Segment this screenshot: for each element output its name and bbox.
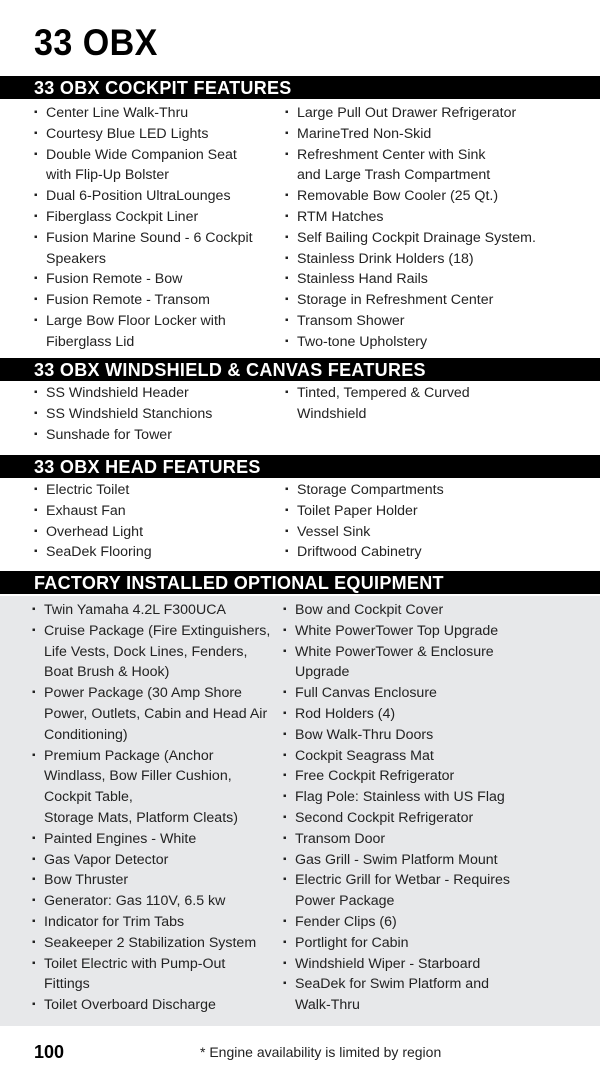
feature-item-line: with Flip-Up Bolster — [46, 167, 169, 184]
feature-item-line: Power Package — [295, 893, 395, 910]
feature-item-line: ▪ Stainless Hand Rails — [297, 271, 428, 288]
feature-item — [285, 145, 536, 187]
feature-item — [34, 124, 253, 145]
feature-item-line: ▪ Vessel Sink — [297, 523, 371, 540]
feature-item — [34, 186, 253, 207]
feature-item — [283, 850, 510, 871]
feature-item — [285, 186, 536, 207]
feature-item — [283, 746, 510, 767]
feature-item — [283, 829, 510, 850]
feature-item-line: ▪ Electric Grill for Wetbar - Requires — [295, 872, 510, 889]
feature-item-line: ▪ Portlight for Cabin — [295, 934, 409, 951]
feature-item — [285, 332, 536, 353]
feature-item — [283, 954, 510, 975]
feature-item-line: Walk-Thru — [295, 997, 360, 1014]
feature-item — [34, 311, 253, 353]
feature-item — [285, 124, 536, 145]
feature-item — [283, 870, 510, 912]
feature-item-line: ▪ Transom Door — [295, 830, 386, 847]
feature-item — [285, 290, 536, 311]
feature-item-line: ▪ Exhaust Fan — [46, 502, 126, 519]
engine-footnote: * Engine availability is limited by region — [200, 1044, 442, 1060]
feature-item — [34, 207, 253, 228]
feature-item-line: ▪ Cockpit Seagrass Mat — [295, 747, 434, 764]
feature-item — [285, 103, 536, 124]
feature-item-line: Windlass, Bow Filler Cushion, — [44, 768, 232, 785]
feature-item-line: ▪ Fiberglass Cockpit Liner — [46, 208, 199, 225]
feature-item-line: ▪ Twin Yamaha 4.2L F300UCA — [44, 602, 226, 618]
feature-item — [34, 145, 253, 187]
feature-item-line: ▪ Free Cockpit Refrigerator — [295, 768, 455, 785]
feature-item — [32, 954, 270, 996]
feature-item-line: ▪ Tinted, Tempered & Curved — [297, 385, 470, 401]
feature-item — [34, 383, 212, 404]
feature-item — [32, 870, 270, 891]
feature-item — [283, 725, 510, 746]
feature-item — [34, 480, 152, 501]
feature-item-line: ▪ Indicator for Trim Tabs — [44, 913, 185, 930]
feature-item-line: Fiberglass Lid — [46, 333, 135, 350]
feature-item — [32, 850, 270, 871]
feature-item-line: Conditioning) — [44, 726, 128, 743]
page-title: 33 OBX — [34, 22, 158, 63]
feature-item-line: ▪ Fusion Remote - Bow — [46, 271, 183, 288]
feature-item — [32, 600, 270, 621]
feature-item — [285, 501, 444, 522]
feature-item-line: ▪ Second Cockpit Refrigerator — [295, 809, 474, 826]
head-list-left — [34, 480, 152, 563]
feature-item — [32, 891, 270, 912]
feature-item-line: Cockpit Table, — [44, 789, 133, 806]
page-number: 100 — [34, 1042, 65, 1062]
feature-item — [283, 766, 510, 787]
feature-item — [32, 621, 270, 683]
feature-item — [34, 542, 152, 563]
feature-item — [285, 311, 536, 332]
feature-item — [283, 933, 510, 954]
feature-item — [285, 522, 444, 543]
feature-item — [34, 522, 152, 543]
feature-item-line: ▪ Bow Thruster — [44, 872, 129, 889]
feature-item-line: Upgrade — [295, 664, 350, 681]
feature-item — [32, 912, 270, 933]
feature-item-line: ▪ Storage Compartments — [297, 482, 444, 498]
feature-item-line: Speakers — [46, 250, 106, 267]
feature-item-line: Storage Mats, Platform Cleats) — [44, 809, 238, 826]
feature-item-line: ▪ Two-tone Upholstery — [297, 333, 428, 350]
feature-item-line: ▪ White PowerTower & Enclosure — [295, 643, 494, 660]
feature-item — [34, 425, 212, 446]
feature-item-line: ▪ Self Bailing Cockpit Drainage System. — [297, 229, 536, 246]
feature-item — [283, 683, 510, 704]
feature-item-line: ▪ Windshield Wiper - Starboard — [295, 955, 481, 972]
feature-item-line: ▪ Sunshade for Tower — [46, 426, 172, 443]
feature-item-line: ▪ Storage in Refreshment Center — [297, 292, 494, 309]
feature-item-line: ▪ SS Windshield Header — [46, 385, 189, 401]
feature-item-line: and Large Trash Compartment — [297, 167, 491, 184]
feature-item — [34, 290, 253, 311]
feature-item-line: ▪ Generator: Gas 110V, 6.5 kw — [44, 893, 226, 910]
section-heading-optional: FACTORY INSTALLED OPTIONAL EQUIPMENT — [0, 571, 600, 594]
feature-item-line: ▪ Painted Engines - White — [44, 830, 197, 847]
feature-item-line: ▪ Fusion Marine Sound - 6 Cockpit — [46, 229, 253, 246]
feature-item — [283, 600, 510, 621]
feature-item-line: ▪ Large Pull Out Drawer Refrigerator — [297, 105, 517, 121]
feature-item-line: ▪ MarineTred Non-Skid — [297, 125, 432, 142]
cockpit-list-right — [285, 103, 536, 353]
feature-item-line: ▪ Rod Holders (4) — [295, 705, 396, 722]
feature-item-line: ▪ Transom Shower — [297, 312, 405, 329]
feature-item — [283, 974, 510, 1016]
feature-item-line: ▪ Large Bow Floor Locker with — [46, 312, 226, 329]
section-heading-windshield: 33 OBX WINDSHIELD & CANVAS FEATURES — [0, 358, 600, 381]
feature-item-line: ▪ Gas Vapor Detector — [44, 851, 169, 868]
feature-item — [283, 787, 510, 808]
feature-item-line: ▪ SS Windshield Stanchions — [46, 405, 213, 422]
feature-item — [34, 228, 253, 270]
head-list-right — [285, 480, 444, 563]
feature-item — [283, 912, 510, 933]
feature-item-line: ▪ Gas Grill - Swim Platform Mount — [295, 851, 498, 868]
feature-item-line: Boat Brush & Hook) — [44, 664, 170, 681]
feature-item — [283, 621, 510, 642]
optional-list-left — [32, 600, 270, 1016]
feature-item-line: ▪ Driftwood Cabinetry — [297, 544, 422, 561]
section-heading-cockpit: 33 OBX COCKPIT FEATURES — [0, 76, 600, 99]
feature-item-line: ▪ Fender Clips (6) — [295, 913, 397, 930]
feature-item-line: ▪ Bow Walk-Thru Doors — [295, 726, 434, 743]
feature-item — [285, 249, 536, 270]
feature-item-line: ▪ Center Line Walk-Thru — [46, 105, 189, 121]
feature-item — [32, 829, 270, 850]
feature-item-line: ▪ Cruise Package (Fire Extinguishers, — [44, 622, 271, 639]
feature-item-line: ▪ Fusion Remote - Transom — [46, 292, 211, 309]
optional-list-right — [283, 600, 510, 1016]
feature-item-line: ▪ Double Wide Companion Seat — [46, 146, 237, 163]
feature-item-line: ▪ Premium Package (Anchor — [44, 747, 214, 764]
windshield-list-right — [285, 383, 470, 425]
feature-item — [285, 542, 444, 563]
feature-item-line: ▪ SeaDek Flooring — [46, 544, 152, 561]
feature-item-line: ▪ Removable Bow Cooler (25 Qt.) — [297, 188, 499, 205]
feature-item — [32, 746, 270, 829]
feature-item — [283, 808, 510, 829]
feature-item-line: ▪ Toilet Overboard Discharge — [44, 997, 216, 1014]
feature-item-line: ▪ Power Package (30 Amp Shore — [44, 685, 242, 702]
windshield-list-left — [34, 383, 212, 445]
feature-item-line: ▪ Refreshment Center with Sink — [297, 146, 486, 163]
feature-item-line: ▪ Electric Toilet — [46, 482, 130, 498]
feature-item — [285, 207, 536, 228]
feature-item-line: ▪ Seakeeper 2 Stabilization System — [44, 934, 257, 951]
feature-item-line: ▪ Stainless Drink Holders (18) — [297, 250, 474, 267]
feature-item-line: ▪ Toilet Paper Holder — [297, 502, 418, 519]
feature-item-line: ▪ Courtesy Blue LED Lights — [46, 125, 209, 142]
feature-item — [32, 933, 270, 954]
feature-item — [285, 228, 536, 249]
feature-item — [34, 404, 212, 425]
feature-item — [285, 383, 470, 425]
feature-item-line: ▪ Bow and Cockpit Cover — [295, 602, 444, 618]
feature-item — [285, 269, 536, 290]
feature-item-line: ▪ RTM Hatches — [297, 208, 384, 225]
section-heading-head: 33 OBX HEAD FEATURES — [0, 455, 600, 478]
feature-item — [285, 480, 444, 501]
cockpit-list-left — [34, 103, 253, 353]
feature-item-line: ▪ Full Canvas Enclosure — [295, 685, 437, 702]
feature-item — [32, 995, 270, 1016]
feature-item-line: ▪ Toilet Electric with Pump-Out — [44, 955, 226, 972]
feature-item-line: Fittings — [44, 976, 90, 993]
feature-item — [32, 683, 270, 745]
feature-item — [34, 269, 253, 290]
feature-item-line: ▪ White PowerTower Top Upgrade — [295, 622, 499, 639]
feature-item-line: ▪ Flag Pole: Stainless with US Flag — [295, 789, 505, 806]
feature-item — [283, 704, 510, 725]
feature-item-line: Windshield — [297, 405, 367, 422]
feature-item-line: Power, Outlets, Cabin and Head Air — [44, 705, 268, 722]
feature-item-line: ▪ Dual 6-Position UltraLounges — [46, 188, 231, 205]
feature-item — [34, 103, 253, 124]
feature-item-line: Life Vests, Dock Lines, Fenders, — [44, 643, 248, 660]
feature-item — [283, 642, 510, 684]
feature-item — [34, 501, 152, 522]
feature-item-line: ▪ Overhead Light — [46, 523, 144, 540]
feature-item-line: ▪ SeaDek for Swim Platform and — [295, 976, 489, 993]
